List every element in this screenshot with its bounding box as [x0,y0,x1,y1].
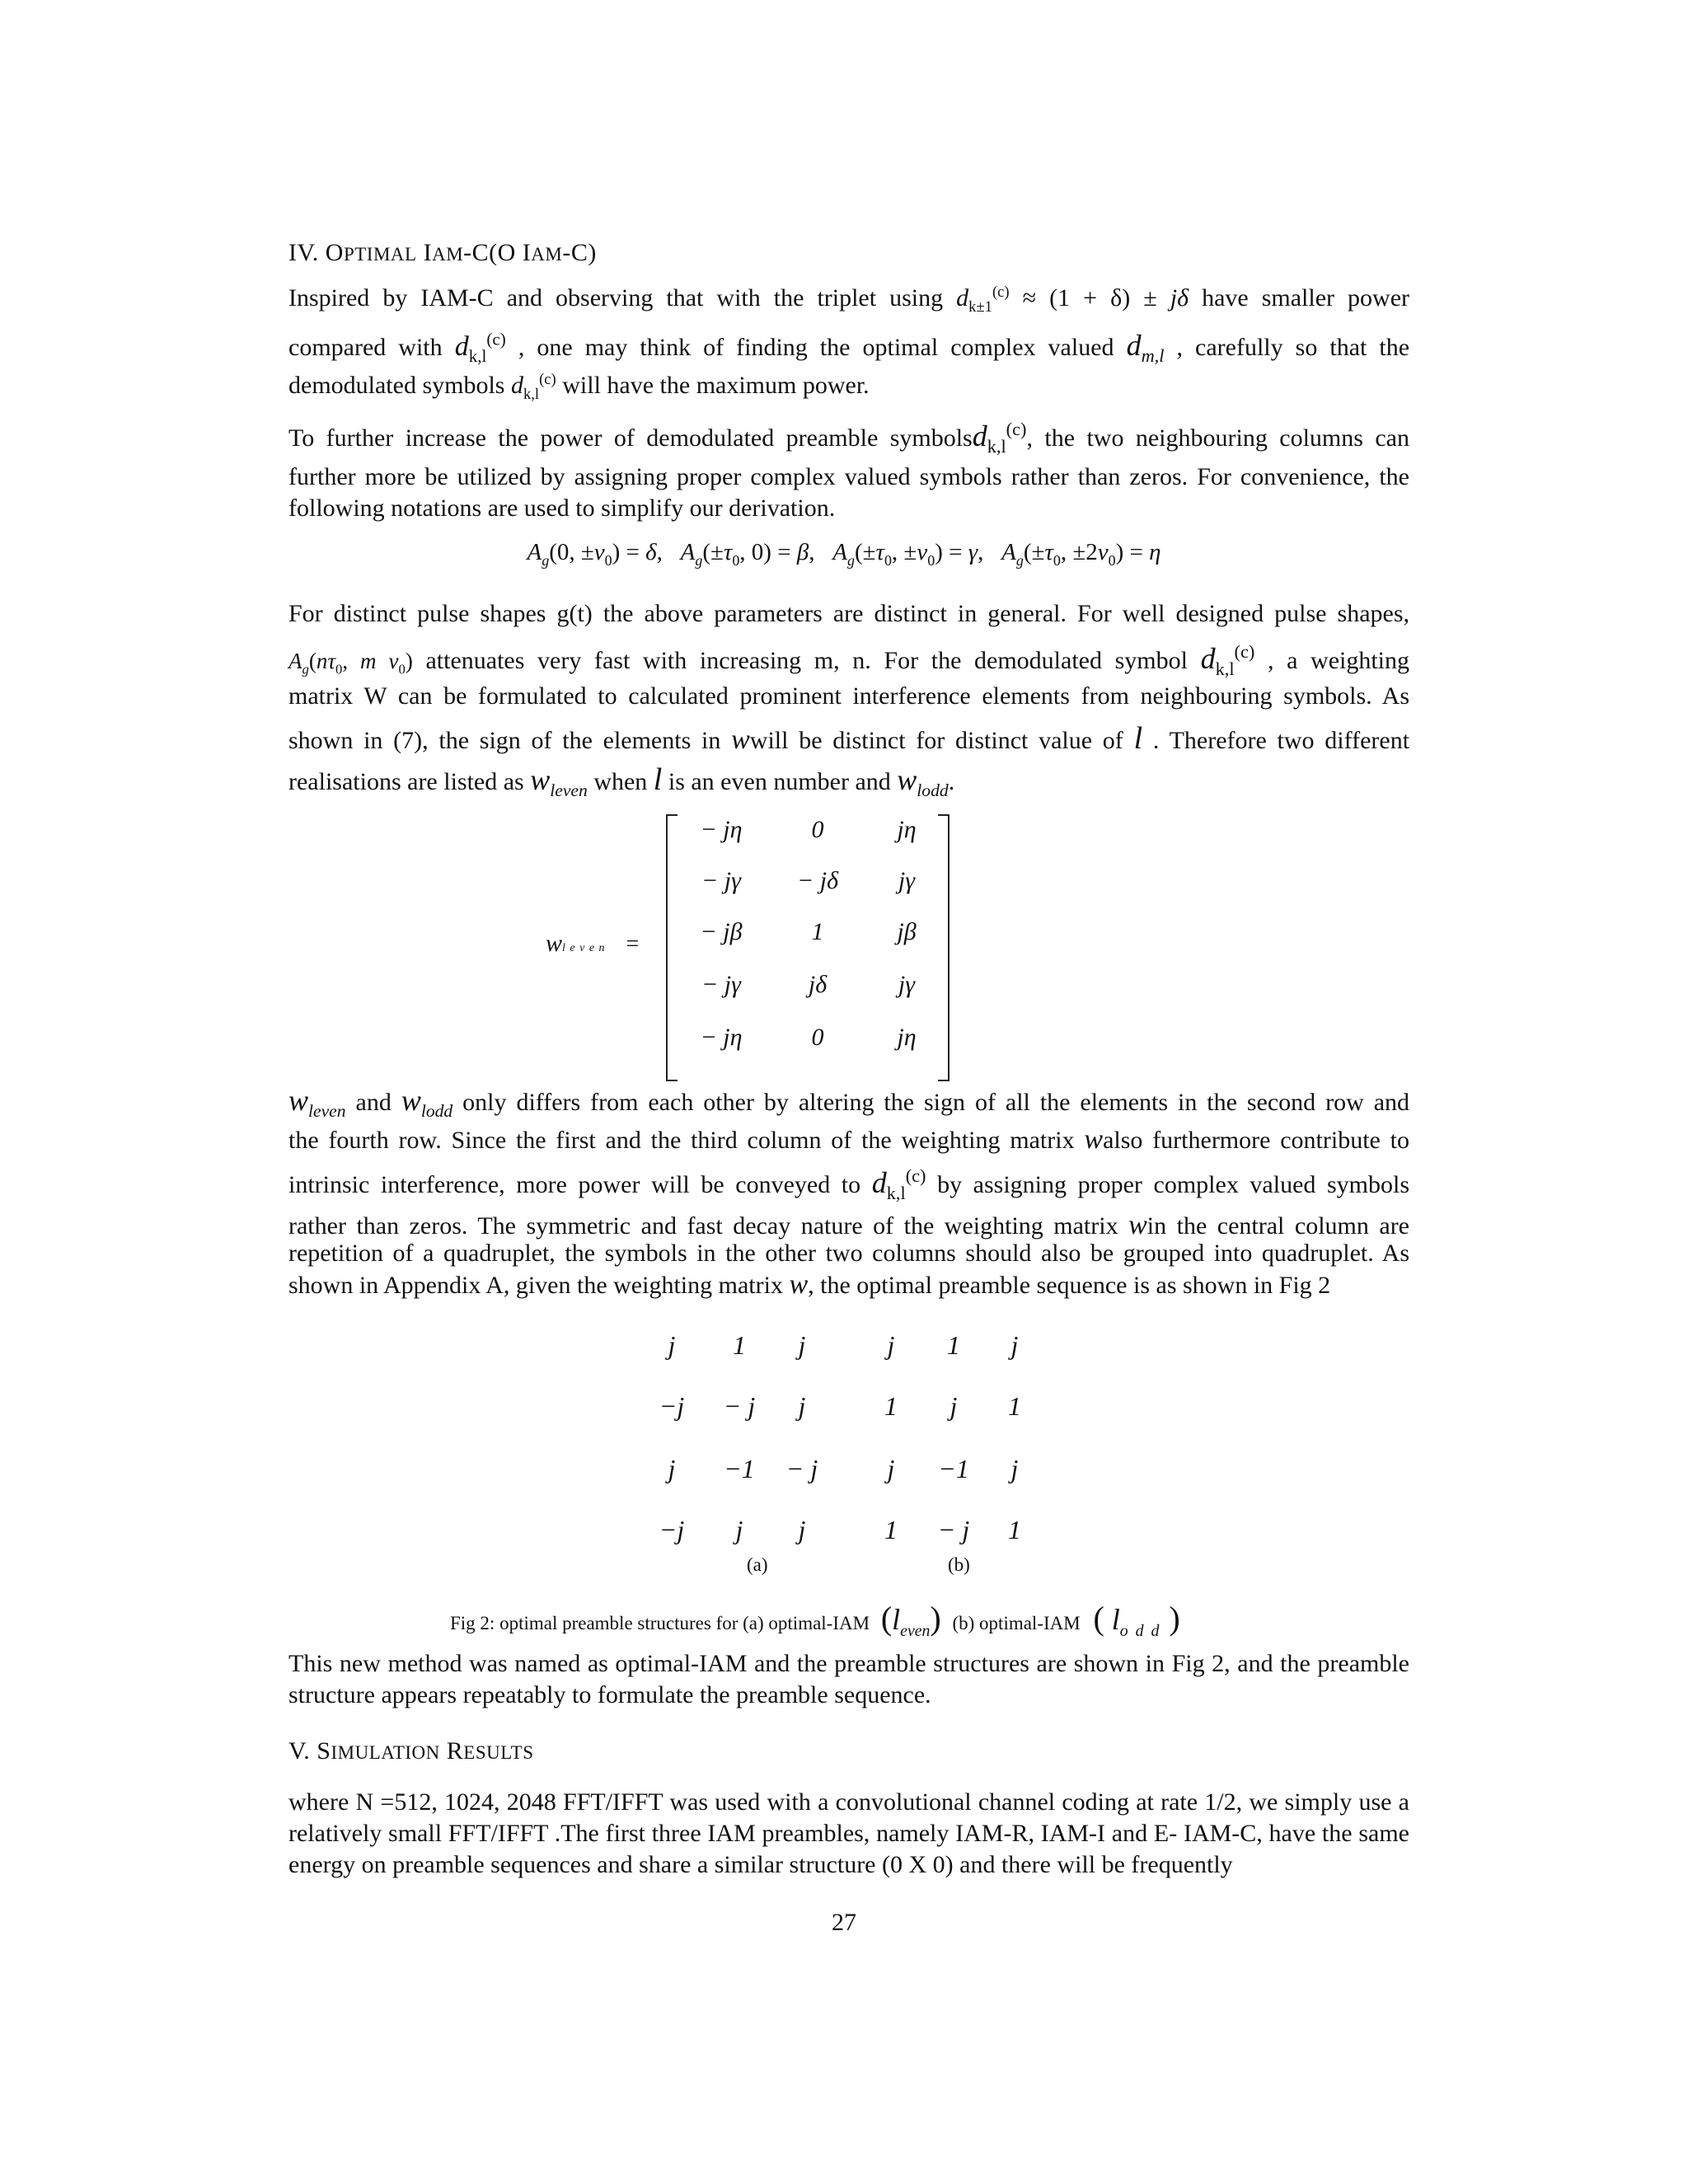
matrix-cell: jβ [897,918,917,945]
fig2-a-cell: j [668,1454,676,1483]
fig2-b-cell: 1 [884,1515,898,1544]
fig2-b-cell: −1 [938,1454,969,1483]
paragraph-3-line-4: shown in (7), the sign of the elements in wwill be distinct for distinct value of l . Therefore two different [288,721,1410,756]
matrix-cell: 0 [811,1024,824,1051]
fig2-b-cell: 1 [947,1330,960,1360]
matrix-cell: jδ [808,971,828,998]
math-d-kl-weight: $d_{k,l}^{(c)}$ [1200,641,1255,680]
math-d-ml: $d_{m,l}$ [1126,329,1165,367]
matrix-cell: − jη [700,1024,743,1051]
fig2-b-cell: 1 [884,1391,898,1421]
fig2-a-cell: j [798,1330,806,1360]
math-w-lodd-2: $w_{lodd}$ [401,1084,453,1122]
paragraph-2-line-1: To further increase the power of demodulated preamble symbolsd$_{k,l}^{(c)}$, the two neighbouring columns can [288,419,1409,457]
matrix-cell: − jγ [701,971,741,998]
fig2-a-cell: j [735,1515,743,1544]
matrix-cell: − jβ [700,918,743,945]
math-w-3: w [1128,1210,1147,1240]
fig2-a-cell: j [798,1515,806,1544]
fig2-b-cell: j [1010,1454,1019,1483]
matrix-cell: jγ [898,971,916,998]
section-heading-5: V. SIMULATION RESULTS [288,1737,534,1765]
fig2-b-cell: 1 [1008,1515,1021,1544]
paragraph-4-line-5: repetition of a quadruplet, the symbols in the other two columns should also be grouped into quadruplet. As [288,1240,1409,1267]
math-w-4: w [789,1269,809,1300]
math-w-lodd: $w_{lodd}$ [897,763,949,801]
paragraph-1-line-1: Inspired by IAM-C and observing that with the triplet using $d_{k\pm 1}^{(c)} \approx (1 + \delta) \pm j\delta$ have smaller power [288,284,1410,316]
fig2-a-cell: − j [723,1391,756,1421]
math-d-k-pm1: $d_{k\pm 1}^{(c)} \approx (1 + \delta) \pm j\delta$ [956,284,1189,316]
matrix-cell: − jδ [796,867,839,894]
page-number: 27 [832,1909,856,1936]
math-w-2: w [1084,1124,1104,1155]
matrix-cell: jη [897,816,917,843]
matrix-cell: jγ [898,867,916,894]
paragraph-3-line-5: realisations are listed as $w_{leven}$ when l is an even number and $w_{lodd}$. [288,762,955,801]
math-d-kl-preamble: $d_{k,l}^{(c)}$ [972,419,1027,457]
fig2-b-cell: − j [937,1515,970,1544]
fig2-label-a: (a) [747,1554,768,1575]
math-d-kl-demod: $d_{k,l}^{(c)}$ [510,371,556,403]
paragraph-4-line-1: $w_{leven}$ and $w_{lodd}$ only differs from each other by altering the sign of all the elements in the second row and [288,1084,1410,1122]
fig2-caption: Fig 2: optimal preamble structures for (a) optimal-IAM $(l_{even})$ (b) optimal-IAM ( $l_{o d d}$ ) [450,1600,1180,1641]
paragraph-5: This new method was named as optimal-IAM and the preamble structures are shown in Fig 2, and the preamble structure appears repeatably to formulate the preamble sequence. [288,1650,1409,1708]
fig2-a-cell: − j [785,1454,818,1483]
fig2-b-cell: j [887,1454,895,1483]
matrix-cell: 1 [811,918,824,945]
matrix-cell: − jη [700,816,743,843]
fig2-b-cell: j [887,1330,895,1360]
matrix-cell: − jγ [701,867,741,894]
math-l-even: l [653,762,663,797]
paragraph-4-line-2: the fourth row. Since the first and the third column of the weighting matrix walso furthermore contribute to [288,1124,1409,1155]
paragraph-4-line-6: shown in Appendix A, given the weighting matrix w, the optimal preamble sequence is as shown in Fig 2 [288,1269,1331,1300]
fig2-a-cell: −j [659,1391,685,1421]
fig2-a-cell: j [798,1391,806,1421]
fig2-a-cell: j [668,1330,676,1360]
paragraph-3-line-1: For distinct pulse shapes g(t) the above parameters are distinct in general. For well designed pulse shapes, [288,600,1409,627]
paragraph-4-line-4: rather than zeros. The symmetric and fast decay nature of the weighting matrix win the central column are [288,1210,1409,1240]
matrix-cell: jη [897,1024,917,1051]
section-heading-4: IV. OPTIMAL IAM-C(O IAM-C) [288,239,597,266]
math-l: l [1133,721,1143,756]
fig2-a-cell: −j [659,1515,685,1544]
matrix-label: wl e v e n = [546,930,640,957]
fig2-label-b: (b) [948,1554,970,1575]
paragraph-6: where N =512, 1024, 2048 FFT/IFFT was used with a convolutional channel coding at rate 1/2, we simply use a relatively small FFT/IFFT .The first three IAM preambles, namely IAM-R, IAM-I and E- IAM-C, have the same energy on preamble sequences and share a similar structure (0 X 0) and there will be frequently [288,1788,1409,1878]
paragraph-3-line-2: $A_g(n\tau_0$, m $v_0$) attenuates very fast with increasing m, n. For the demodulated symbol $d_{k,l}^{(c)}$ , a weighting [288,641,1410,680]
paragraph-1-line-2: compared with $d_{k,l}^{(c)}$ , one may think of finding the optimal complex valued $d_{m,l}$ , carefully so that the [288,329,1410,367]
math-d-kl-conveyed: $d_{k,l}^{(c)}$ [871,1165,926,1204]
matrix-cell: 0 [811,816,824,843]
fig2-b-cell: j [950,1391,958,1421]
math-a-g-ntau: $A_g(n\tau_0$, m $v_0$) [288,649,413,677]
math-w-leven-2: $w_{leven}$ [288,1084,346,1122]
paragraph-2-rest: further more be utilized by assigning proper complex valued symbols rather than zeros. For convenience, the following notations are used to simplify our derivation. [288,463,1409,522]
math-d-kl: $d_{k,l}^{(c)}$ [454,329,506,366]
fig2-a-cell: −1 [724,1454,755,1483]
fig2-a-cell: 1 [733,1330,746,1360]
math-w: w [731,724,750,755]
paragraph-3-line-3: matrix W can be formulated to calculated prominent interference elements from neighbouring symbols. As [288,682,1409,710]
ambiguity-notation-equation: $A_g(0$, $\pm v_0) = \delta$, $A_g(\pm\tau_0$, 0) = β, $A_g(\pm\tau_0$, $\pm v_0) = \gamma$, $A_g(\pm\tau_0$, $\pm 2v_0) = \eta$ [527,539,1161,569]
fig2-b-cell: j [1010,1330,1019,1360]
paragraph-1-line-3: demodulated symbols $d_{k,l}^{(c)}$ will have the maximum power. [288,371,870,403]
math-w-leven: $w_{leven}$ [530,763,588,801]
fig2-b-cell: 1 [1008,1391,1021,1421]
paragraph-4-line-3: intrinsic interference, more power will be conveyed to $d_{k,l}^{(c)}$ by assigning proper complex valued symbols [288,1165,1410,1204]
